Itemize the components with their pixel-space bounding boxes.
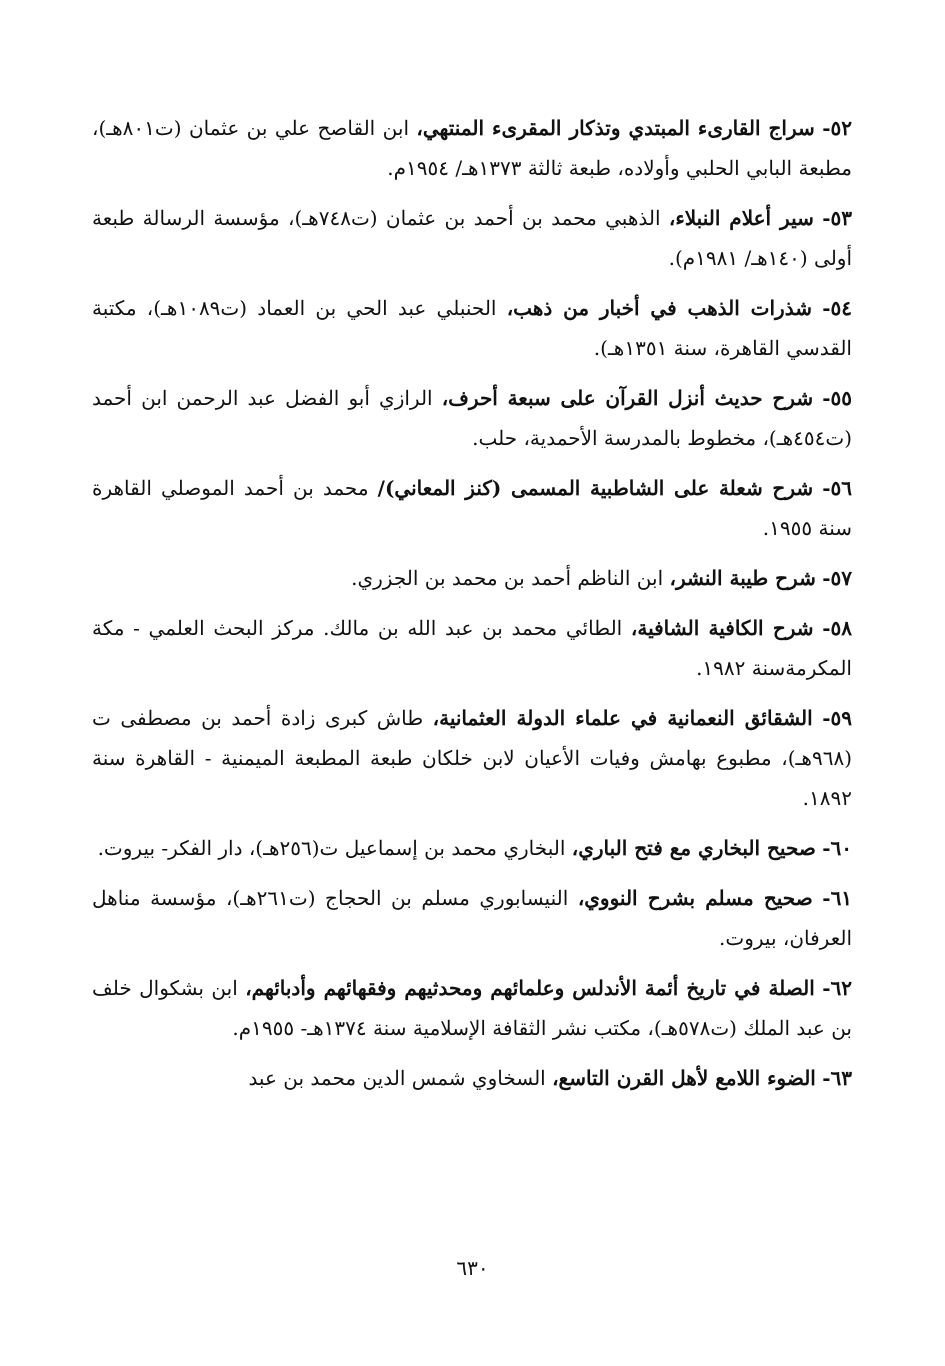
bibliography-entry-52 [92, 108, 852, 188]
bibliography-entry-53 [92, 198, 852, 278]
entry-title: شرح شعلة على الشاطبية المسمى (كنز المعاني)/ [377, 476, 814, 500]
entry-details: الذهبي محمد بن أحمد بن عثمان (ت٧٤٨هـ)، مؤسسة الرسالة طبعة أولى (١٤٠هـ/ ١٩٨١م). [92, 206, 852, 270]
entry-details: الرازي أبو الفضل عبد الرحمن ابن أحمد (ت٤٥٤هـ)، مخطوط بالمدرسة الأحمدية، حلب. [92, 386, 852, 450]
entry-title: سراج القارىء المبتدي وتذكار المقرىء المنتهي، [416, 116, 815, 140]
entry-number: ٥٨- [822, 616, 853, 640]
bibliography-entry-63 [92, 1058, 852, 1098]
entry-title: شرح طيبة النشر، [669, 566, 816, 590]
bibliography-entry-59 [92, 698, 852, 818]
bibliography-page [92, 108, 852, 1108]
entry-details: الحنبلي عبد الحي بن العماد (ت١٠٨٩هـ)، مكتبة القدسي القاهرة، سنة ١٣٥١هـ). [92, 296, 852, 360]
entry-details: السخاوي شمس الدين محمد بن عبد [248, 1066, 546, 1090]
entry-details: ابن القاصح علي بن عثمان (ت٨٠١هـ)، مطبعة البابي الحلبي وأولاده، طبعة ثالثة ١٣٧٣هـ/ ١٩٥٤م. [92, 116, 852, 180]
bibliography-entry-60 [92, 828, 852, 868]
entry-number: ٦٠- [822, 836, 852, 860]
entry-number: ٥٢- [822, 116, 852, 140]
entry-number: ٦٣- [822, 1066, 852, 1090]
entry-details: ابن الناظم أحمد بن محمد بن الجزري. [351, 566, 664, 590]
entry-title: شرح الكافية الشافية، [630, 616, 814, 640]
entry-number: ٥٣- [822, 206, 853, 230]
bibliography-entry-58 [92, 608, 852, 688]
entry-title: صحيح مسلم بشرح النووي، [577, 886, 813, 910]
entry-details: البخاري محمد بن إسماعيل ت(٢٥٦هـ)، دار الفكر- بيروت. [97, 836, 566, 860]
entry-details: النيسابوري مسلم بن الحجاج (ت٢٦١هـ)، مؤسسة مناهل العرفان، بيروت. [92, 886, 852, 950]
bibliography-entry-57 [92, 558, 852, 598]
entry-details: محمد بن أحمد الموصلي القاهرة سنة ١٩٥٥. [92, 476, 852, 540]
entry-number: ٦٢- [822, 976, 853, 1000]
entry-details: طاش كبرى زادة أحمد بن مصطفى ت (٩٦٨هـ)، مطبوع بهامش وفيات الأعيان لابن خلكان طبعة المطبعة الميمنية - القاهرة سنة ١٨٩٢. [92, 706, 852, 810]
entry-title: الصلة في تاريخ أئمة الأندلس وعلمائهم ومحدثيهم وفقهائهم وأدبائهم، [245, 976, 815, 1000]
entry-number: ٥٩- [822, 706, 853, 730]
entry-number: ٥٧- [822, 566, 852, 590]
entry-title: الضوء اللامع لأهل القرن التاسع، [552, 1066, 816, 1090]
entry-details: ابن بشكوال خلف بن عبد الملك (ت٥٧٨هـ)، مكتب نشر الثقافة الإسلامية سنة ١٣٧٤هـ- ١٩٥٥م. [92, 976, 852, 1040]
entry-title: الشقائق النعمانية في علماء الدولة العثمانية، [432, 706, 813, 730]
bibliography-entry-55 [92, 378, 852, 458]
entry-title: صحيح البخاري مع فتح الباري، [571, 836, 816, 860]
entry-number: ٦١- [822, 886, 853, 910]
entry-number: ٥٥- [822, 386, 853, 410]
bibliography-entry-54 [92, 288, 852, 368]
entry-number: ٥٦- [822, 476, 852, 500]
bibliography-entry-62 [92, 968, 852, 1048]
entry-title: شذرات الذهب في أخبار من ذهب، [506, 296, 812, 320]
page-number: ٦٣٠ [456, 1256, 489, 1280]
entry-title: شرح حديث أنزل القرآن على سبعة أحرف، [441, 386, 814, 410]
entry-title: سير أعلام النبلاء، [668, 206, 814, 230]
entry-number: ٥٤- [822, 296, 852, 320]
entry-details: الطائي محمد بن عبد الله بن مالك. مركز البحث العلمي - مكة المكرمةسنة ١٩٨٢. [92, 616, 852, 680]
bibliography-entry-56 [92, 468, 852, 548]
bibliography-entry-61 [92, 878, 852, 958]
